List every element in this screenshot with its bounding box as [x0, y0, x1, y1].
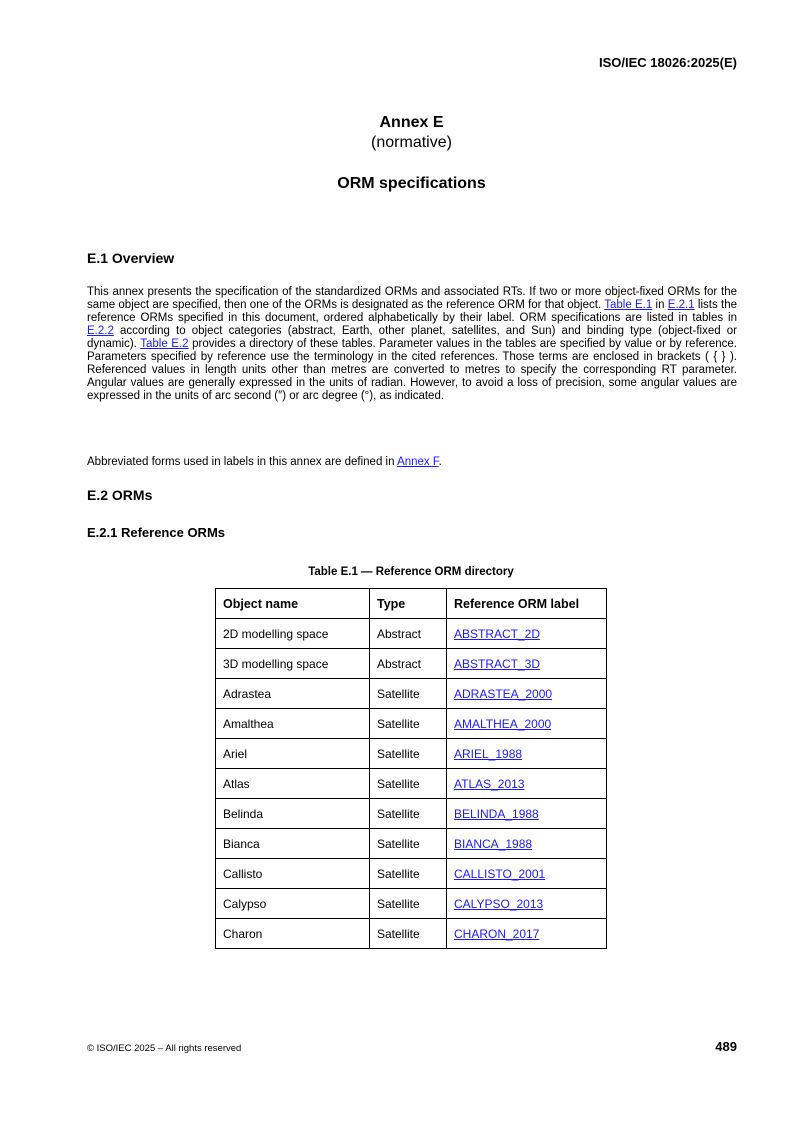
reference-orm-link[interactable]: BIANCA_1988	[454, 836, 533, 851]
cell-reference-orm-label	[447, 889, 607, 919]
overview-text-4: according to object categories (abstract, Earth, other planet, satellites, and Sun) and binding type (object-fixed or dynamic).	[87, 325, 737, 350]
link-e2-2[interactable]: E.2.2	[87, 325, 114, 337]
cell-object-name: Adrastea	[216, 679, 370, 709]
table-header-row	[216, 589, 607, 619]
cell-type: Satellite	[370, 709, 447, 739]
table-row	[216, 769, 607, 799]
document-reference: ISO/IEC 18026:2025(E)	[598, 55, 737, 70]
cell-type: Satellite	[370, 859, 447, 889]
cell-reference-orm-label	[447, 709, 607, 739]
annex-title: Annex E	[379, 114, 444, 131]
abbreviations-paragraph	[87, 456, 737, 469]
overview-text-3: lists the reference ORMs specified in this document, ordered alphabetically by their label. ORM specifications are listed in tables in	[87, 299, 737, 324]
table-row	[216, 889, 607, 919]
cell-type: Satellite	[370, 679, 447, 709]
annex-heading	[0, 113, 793, 153]
cell-object-name: 2D modelling space	[216, 619, 370, 649]
cell-reference-orm-label	[447, 799, 607, 829]
cell-object-name: Callisto	[216, 859, 370, 889]
cell-object-name: Atlas	[216, 769, 370, 799]
cell-type: Satellite	[370, 829, 447, 859]
annex-document-title: ORM specifications	[337, 175, 486, 192]
cell-object-name: Bianca	[216, 829, 370, 859]
table-row	[216, 859, 607, 889]
link-annex-f[interactable]: Annex F	[397, 456, 439, 468]
table-row	[216, 829, 607, 859]
cell-type: Abstract	[370, 619, 447, 649]
section-heading-e2: E.2 ORMs	[87, 487, 153, 503]
footer-copyright: © ISO/IEC 2025 – All rights reserved	[87, 1043, 242, 1054]
reference-orm-link[interactable]: ARIEL_1988	[454, 746, 523, 761]
table-row	[216, 649, 607, 679]
reference-orm-table	[215, 588, 607, 949]
cell-type: Satellite	[370, 919, 447, 949]
cell-object-name: Amalthea	[216, 709, 370, 739]
reference-orm-link[interactable]: ABSTRACT_2D	[454, 626, 541, 641]
table-row	[216, 679, 607, 709]
overview-paragraph	[87, 286, 737, 403]
overview-text-5: provides a directory of these tables. Parameter values in the tables are specified by value or by reference. Parameters specified by reference use the terminology in the cited references. Those terms are enclosed in brackets ( { } ). Referenced values in length units other than metres are converted to metres to specify the corresponding RT parameter. Angular values are generally expressed in the units of radian. However, to avoid a loss of precision, some angular values are expressed in the units of arc second (″) or arc degree (°), as indicated.	[87, 338, 737, 402]
cell-type: Satellite	[370, 739, 447, 769]
table-row	[216, 619, 607, 649]
link-table-e2[interactable]: Table E.2	[140, 338, 189, 350]
section-heading-e2-1: E.2.1 Reference ORMs	[87, 525, 226, 540]
cell-object-name: Charon	[216, 919, 370, 949]
reference-orm-link[interactable]: ATLAS_2013	[454, 776, 525, 791]
cell-type: Satellite	[370, 889, 447, 919]
abbreviations-text: Abbreviated forms used in labels in this annex are defined in	[87, 456, 398, 468]
cell-type: Satellite	[370, 799, 447, 829]
cell-type: Abstract	[370, 649, 447, 679]
link-table-e1[interactable]: Table E.1	[604, 299, 653, 311]
column-header-type: Type	[370, 589, 447, 619]
cell-reference-orm-label	[447, 679, 607, 709]
reference-orm-link[interactable]: ADRASTEA_2000	[454, 686, 553, 701]
table-body	[216, 619, 607, 949]
cell-reference-orm-label	[447, 769, 607, 799]
reference-orm-link[interactable]: ABSTRACT_3D	[454, 656, 541, 671]
link-e2-1[interactable]: E.2.1	[667, 299, 695, 311]
cell-reference-orm-label	[447, 859, 607, 889]
table-row	[216, 739, 607, 769]
cell-reference-orm-label	[447, 649, 607, 679]
table-row	[216, 799, 607, 829]
reference-orm-link[interactable]: CHARON_2017	[454, 926, 540, 941]
cell-object-name: Belinda	[216, 799, 370, 829]
page-number: 489	[715, 1039, 737, 1054]
overview-text-1: This annex presents the specification of the standardized ORMs and associated RTs. If two or more object-fixed ORMs for the same object are specified, then one of the ORMs is designated as the reference ORM for that object.	[87, 286, 737, 311]
cell-reference-orm-label	[447, 919, 607, 949]
column-header-reference-orm-label: Reference ORM label	[447, 589, 607, 619]
cell-reference-orm-label	[447, 619, 607, 649]
cell-object-name: Ariel	[216, 739, 370, 769]
cell-reference-orm-label	[447, 739, 607, 769]
reference-orm-link[interactable]: AMALTHEA_2000	[454, 716, 552, 731]
table-row	[216, 919, 607, 949]
cell-reference-orm-label	[447, 829, 607, 859]
section-heading-e1: E.1 Overview	[87, 250, 175, 266]
reference-orm-link[interactable]: CALYPSO_2013	[454, 896, 544, 911]
cell-object-name: Calypso	[216, 889, 370, 919]
cell-object-name: 3D modelling space	[216, 649, 370, 679]
reference-orm-link[interactable]: CALLISTO_2001	[454, 866, 546, 881]
annex-subtitle: (normative)	[371, 134, 452, 151]
reference-orm-link[interactable]: BELINDA_1988	[454, 806, 539, 821]
cell-type: Satellite	[370, 769, 447, 799]
table-row	[216, 709, 607, 739]
table-caption: Table E.1 — Reference ORM directory	[308, 566, 514, 578]
column-header-object-name: Object name	[216, 589, 370, 619]
abbreviations-end: .	[438, 456, 442, 468]
overview-text-2: in	[652, 299, 668, 311]
